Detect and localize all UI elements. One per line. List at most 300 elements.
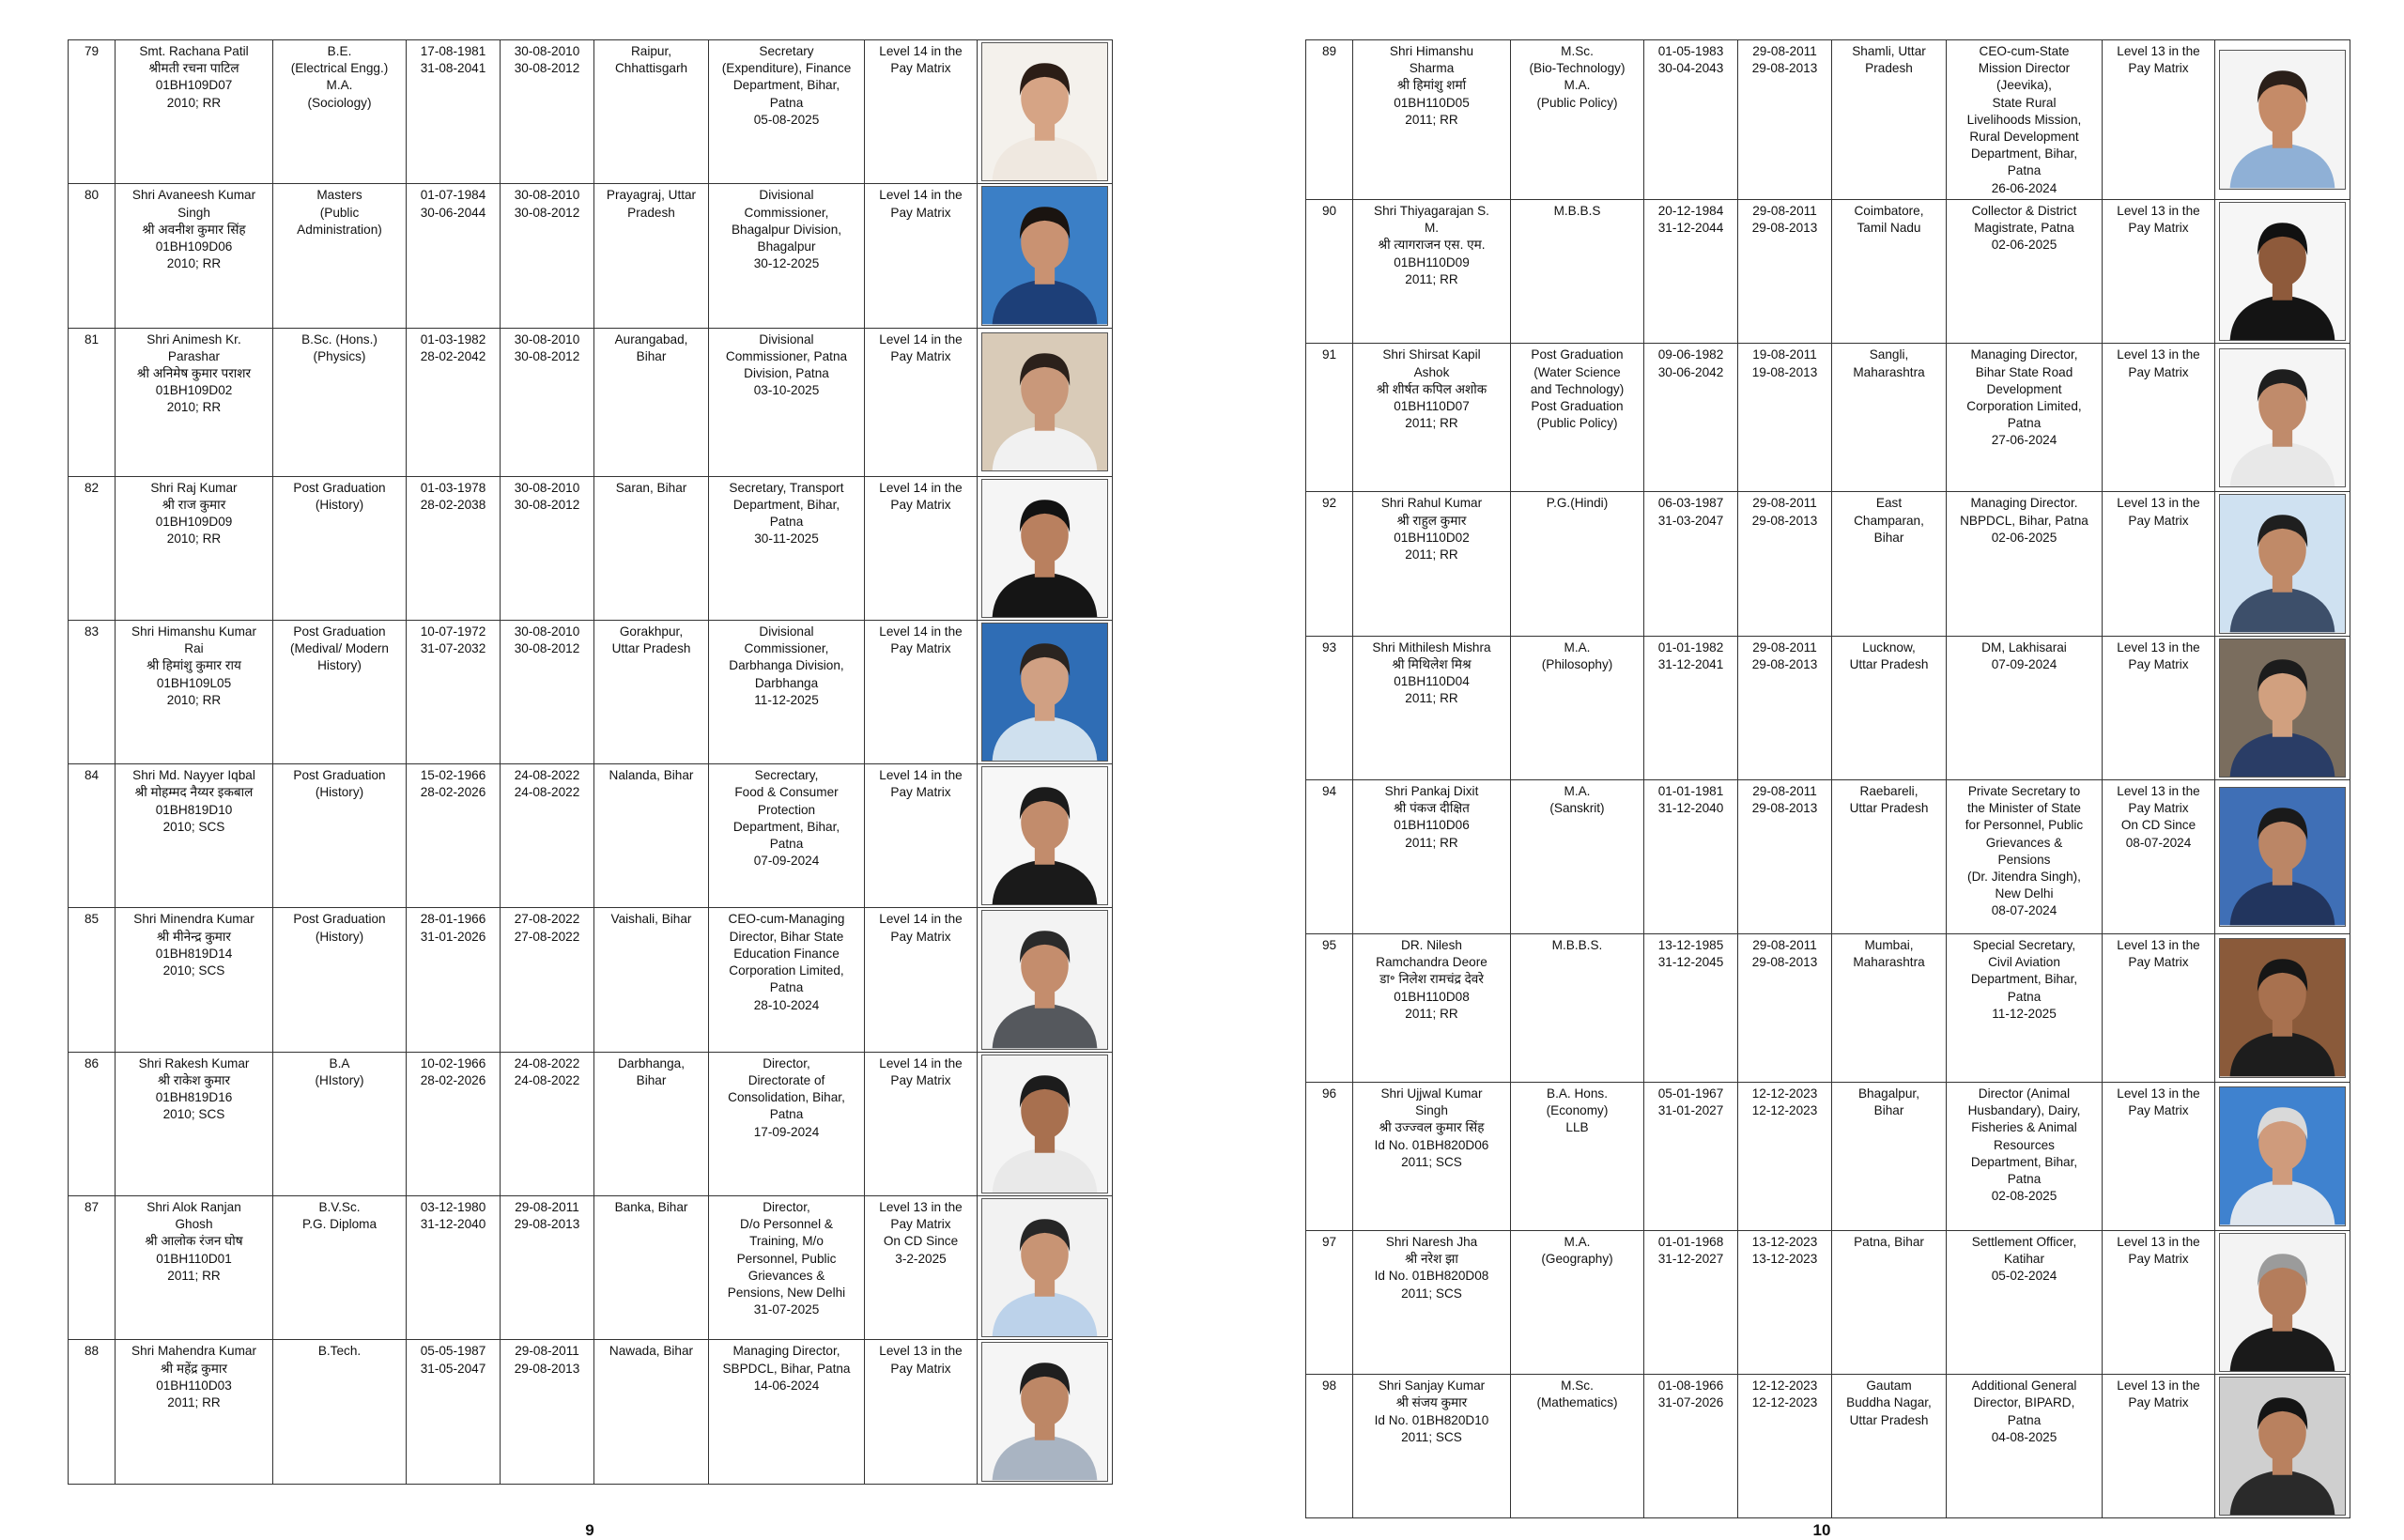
pay-level-line: 08-07-2024 xyxy=(2125,835,2192,850)
date-of-joining: 30-08-2010 xyxy=(514,624,580,639)
pay-level-line: Level 13 in the xyxy=(2117,347,2200,362)
serial-number: 84 xyxy=(84,768,100,783)
current-posting-line: Directorate of xyxy=(747,1072,825,1087)
dob-retirement-cell xyxy=(407,1340,501,1484)
current-posting-line: Secretary, Transport xyxy=(729,480,844,495)
serial-number-cell xyxy=(69,764,116,908)
officer-name-line: 01BH110D09 xyxy=(1394,254,1470,270)
pay-level-line: Pay Matrix xyxy=(2128,61,2189,76)
qualification-line: M.A. xyxy=(1564,1234,1591,1249)
officer-name-line: श्री संजय कुमार xyxy=(1395,1395,1468,1410)
current-posting-cell xyxy=(709,40,865,184)
officer-name-line: Shri Thiyagarajan S. xyxy=(1374,204,1489,218)
roster-body xyxy=(69,40,1113,1485)
officer-name-line: DR. Nilesh xyxy=(1401,937,1462,952)
officer-name-line: श्री आलोक रंजन घोष xyxy=(145,1234,243,1249)
date-of-retirement: 31-03-2047 xyxy=(1657,513,1724,528)
domicile-line: Bihar xyxy=(636,348,667,363)
officer-name-line: श्री मिथिलेश मिश्र xyxy=(1392,656,1472,671)
current-posting-line: Settlement Officer, xyxy=(1971,1234,2077,1249)
current-posting-line: Commissioner, xyxy=(744,205,829,220)
qualification-line: Administration) xyxy=(297,222,382,237)
officer-name-cell xyxy=(116,908,273,1052)
table-row xyxy=(69,476,1113,620)
date-of-joining: 29-08-2011 xyxy=(1752,937,1817,952)
serial-number-cell xyxy=(69,40,116,184)
photo-cell xyxy=(978,476,1113,620)
date-of-joining: 29-08-2011 xyxy=(1752,44,1817,58)
photo-cell xyxy=(978,40,1113,184)
dob-retirement-cell xyxy=(1644,1082,1738,1230)
current-posting-line: Director, xyxy=(763,1200,810,1215)
pay-level-line: Level 13 in the xyxy=(879,1344,963,1359)
current-posting-line: Director (Animal xyxy=(1978,1086,2071,1101)
officer-name-line: श्री उज्ज्वल कुमार सिंह xyxy=(1379,1120,1485,1135)
current-posting-line: 11-12-2025 xyxy=(754,692,819,707)
pay-level-cell xyxy=(865,476,978,620)
qualification-line: B.A. Hons. xyxy=(1547,1086,1608,1101)
officer-photo xyxy=(2219,348,2346,487)
photo-cell xyxy=(978,908,1113,1052)
officer-name-line: Shri Md. Nayyer Iqbal xyxy=(132,768,255,783)
domicile-line: Bihar xyxy=(636,1072,667,1087)
serial-number: 96 xyxy=(1321,1086,1337,1101)
officer-photo xyxy=(2219,787,2346,926)
qualification-line: M.A. xyxy=(326,78,353,93)
dob-retirement-cell xyxy=(1644,492,1738,636)
officer-name-cell xyxy=(1353,1230,1511,1374)
domicile-line: Gautam xyxy=(1866,1378,1912,1394)
dob-retirement-cell xyxy=(1644,1230,1738,1374)
serial-number: 89 xyxy=(1321,44,1337,58)
date-of-retirement: 31-07-2032 xyxy=(420,641,486,656)
date-of-retirement: 31-12-2040 xyxy=(420,1217,486,1232)
current-posting-line: Special Secretary, xyxy=(1972,937,2076,952)
domicile-line: Aurangabad, xyxy=(614,331,688,346)
date-of-joining: 29-08-2011 xyxy=(1752,783,1817,798)
service-dates-cell xyxy=(501,40,594,184)
pay-level-line: Pay Matrix xyxy=(890,1072,951,1087)
officer-name-line: Rai xyxy=(184,641,204,656)
current-posting-line: Rural Development xyxy=(1969,130,2079,145)
table-row xyxy=(69,1052,1113,1195)
dob-retirement-cell xyxy=(1644,933,1738,1082)
domicile-line: Sangli, xyxy=(1869,347,1909,362)
current-posting-cell xyxy=(709,620,865,763)
photo-cell xyxy=(2215,492,2350,636)
pay-level-cell xyxy=(2103,779,2215,933)
domicile-line: Raebareli, xyxy=(1859,783,1919,798)
officer-name-line: Shri Himanshu Kumar xyxy=(131,624,256,639)
serial-number: 86 xyxy=(84,1055,100,1070)
domicile-cell xyxy=(594,184,709,328)
table-row xyxy=(69,764,1113,908)
date-of-joining: 29-08-2011 xyxy=(515,1344,579,1359)
dob-retirement-cell xyxy=(407,764,501,908)
service-dates-cell xyxy=(1738,1230,1832,1374)
officer-photo xyxy=(2219,1377,2346,1516)
serial-number-cell xyxy=(69,328,116,476)
date-of-allocation: 30-08-2012 xyxy=(514,641,580,656)
officer-name-line: 2011; RR xyxy=(1405,691,1458,706)
pay-level-cell xyxy=(2103,1082,2215,1230)
photo-cell xyxy=(2215,344,2350,492)
domicile-cell xyxy=(1832,779,1947,933)
officer-name-line: श्री हिमांशु कुमार राय xyxy=(146,658,241,673)
dob-retirement-cell xyxy=(1644,1375,1738,1518)
officer-name-line: श्री राज कुमार xyxy=(162,497,226,512)
date-of-birth: 09-06-1982 xyxy=(1657,347,1724,362)
officer-name-cell xyxy=(1353,933,1511,1082)
current-posting-line: Commissioner, xyxy=(744,641,829,656)
serial-number: 82 xyxy=(84,480,100,495)
current-posting-line: Patna xyxy=(2007,163,2042,178)
current-posting-cell xyxy=(709,328,865,476)
date-of-joining: 24-08-2022 xyxy=(514,1055,580,1070)
domicile-line: Mumbai, xyxy=(1864,937,1914,952)
current-posting-line: Secrectary, xyxy=(754,768,819,783)
date-of-allocation: 29-08-2013 xyxy=(1751,61,1818,76)
qualification-line: B.V.Sc. xyxy=(318,1200,361,1215)
date-of-retirement: 28-02-2026 xyxy=(420,1072,486,1087)
qualification-cell xyxy=(1511,200,1644,344)
pay-level-line: Pay Matrix xyxy=(2128,656,2189,671)
domicile-line: Shamli, Uttar xyxy=(1852,44,1926,58)
current-posting-line: Resources xyxy=(1994,1137,2055,1152)
dob-retirement-cell xyxy=(1644,636,1738,779)
current-posting-line: Additional General xyxy=(1971,1378,2077,1394)
domicile-cell xyxy=(594,476,709,620)
pay-level-line: Pay Matrix xyxy=(2128,513,2189,528)
officer-name-line: श्री हिमांशु शर्मा xyxy=(1396,78,1467,93)
table-row xyxy=(1306,636,2350,779)
officer-name-line: 01BH819D16 xyxy=(155,1090,233,1105)
officer-name-line: Shri Rakesh Kumar xyxy=(138,1055,250,1070)
pay-level-line: Level 13 in the xyxy=(2117,44,2200,58)
current-posting-line: 30-12-2025 xyxy=(753,256,820,271)
date-of-birth: 15-02-1966 xyxy=(420,768,486,783)
serial-number-cell xyxy=(1306,933,1353,1082)
officer-name-cell xyxy=(1353,636,1511,779)
domicile-cell xyxy=(594,764,709,908)
domicile-cell xyxy=(1832,1375,1947,1518)
officer-photo xyxy=(981,1055,1108,1194)
date-of-joining: 12-12-2023 xyxy=(1751,1378,1818,1394)
serial-number: 92 xyxy=(1321,496,1337,511)
date-of-retirement: 31-12-2045 xyxy=(1657,955,1724,970)
officer-name-cell xyxy=(116,40,273,184)
officer-name-line: 01BH819D14 xyxy=(155,946,233,961)
officer-name-line: Shri Animesh Kr. xyxy=(146,331,241,346)
current-posting-line: Patna xyxy=(2007,1412,2042,1427)
serial-number-cell xyxy=(1306,1082,1353,1230)
current-posting-line: Education Finance xyxy=(733,946,840,961)
pay-level-line: Level 13 in the xyxy=(2117,1378,2200,1394)
officer-name-line: 2010; RR xyxy=(166,256,222,271)
current-posting-line: Livelihoods Mission, xyxy=(1966,112,2082,127)
current-posting-cell xyxy=(709,764,865,908)
current-posting-line: Department, Bihar, xyxy=(1970,972,2078,987)
serial-number-cell xyxy=(1306,1375,1353,1518)
date-of-joining: 29-08-2011 xyxy=(1752,204,1817,218)
current-posting-line: Divisional xyxy=(759,624,814,639)
current-posting-line: D/o Personnel & xyxy=(740,1217,833,1232)
serial-number: 90 xyxy=(1321,204,1337,218)
officer-photo xyxy=(2219,202,2346,341)
pay-level-line: Pay Matrix xyxy=(890,641,951,656)
domicile-cell xyxy=(594,1340,709,1484)
domicile-line: Chhattisgarh xyxy=(614,61,688,76)
current-posting-line: Department, Bihar, xyxy=(1970,1154,2078,1169)
serial-number-cell xyxy=(1306,40,1353,200)
officer-name-cell xyxy=(116,620,273,763)
domicile-cell xyxy=(1832,200,1947,344)
date-of-retirement: 31-01-2027 xyxy=(1657,1103,1724,1118)
dob-retirement-cell xyxy=(407,908,501,1052)
dob-retirement-cell xyxy=(407,620,501,763)
serial-number: 94 xyxy=(1321,783,1337,798)
current-posting-line: Divisional xyxy=(759,188,814,203)
officer-name-cell xyxy=(1353,1375,1511,1518)
officer-photo xyxy=(981,186,1108,325)
officer-name-line: 2011; SCS xyxy=(1401,1429,1462,1444)
current-posting-line: Corporation Limited, xyxy=(729,963,844,978)
officer-name-line: 2010; SCS xyxy=(162,963,225,978)
photo-cell xyxy=(978,1340,1113,1484)
date-of-birth: 28-01-1966 xyxy=(420,912,486,927)
qualification-line: (Water Science xyxy=(1533,364,1621,379)
serial-number: 85 xyxy=(84,912,100,927)
officer-name-cell xyxy=(116,764,273,908)
pay-level-line: Level 14 in the xyxy=(879,1055,963,1070)
officer-name-line: 2011; RR xyxy=(1405,271,1458,286)
officer-name-line: 01BH109D02 xyxy=(155,383,233,398)
date-of-joining: 27-08-2022 xyxy=(514,912,580,927)
pay-level-cell xyxy=(2103,1230,2215,1374)
domicile-cell xyxy=(594,40,709,184)
serial-number-cell xyxy=(1306,636,1353,779)
current-posting-line: Fisheries & Animal xyxy=(1971,1120,2077,1135)
pay-level-cell xyxy=(865,1052,978,1195)
qualification-cell xyxy=(273,908,407,1052)
domicile-line: Uttar Pradesh xyxy=(1849,656,1929,671)
current-posting-line: 31-07-2025 xyxy=(753,1302,820,1317)
qualification-cell xyxy=(273,476,407,620)
current-posting-line: Patna xyxy=(769,515,804,529)
pay-level-line: On CD Since xyxy=(883,1234,959,1249)
date-of-allocation: 30-08-2012 xyxy=(514,205,580,220)
officer-name-cell xyxy=(116,1340,273,1484)
table-row xyxy=(1306,200,2350,344)
date-of-birth: 01-01-1981 xyxy=(1657,783,1724,798)
officer-name-line: Shri Himanshu xyxy=(1389,44,1474,58)
officer-name-line: Singh xyxy=(177,205,210,220)
date-of-birth: 01-07-1984 xyxy=(420,188,486,203)
date-of-joining: 30-08-2010 xyxy=(514,331,580,346)
date-of-birth: 01-03-1982 xyxy=(420,331,486,346)
domicile-line: Bihar xyxy=(1873,1103,1904,1118)
current-posting-line: Managing Director, xyxy=(732,1344,840,1359)
officer-name-line: श्री त्यागराजन एस. एम. xyxy=(1378,238,1486,253)
qualification-line: Post Graduation xyxy=(1531,398,1624,413)
date-of-joining: 29-08-2011 xyxy=(1752,639,1817,654)
current-posting-line: Patna xyxy=(2007,1171,2042,1186)
officer-name-line: Shri Shirsat Kapil xyxy=(1382,347,1481,362)
date-of-retirement: 31-12-2044 xyxy=(1657,221,1724,236)
pay-level-cell xyxy=(2103,492,2215,636)
qualification-line: (Philosophy) xyxy=(1541,656,1613,671)
date-of-joining: 19-08-2011 xyxy=(1752,347,1817,362)
current-posting-cell xyxy=(709,184,865,328)
pay-level-cell xyxy=(2103,40,2215,200)
serial-number: 91 xyxy=(1321,347,1337,362)
current-posting-line: Darbhanga Division, xyxy=(729,658,844,673)
current-posting-line: CEO-cum-State xyxy=(1979,44,2070,58)
date-of-birth: 05-01-1967 xyxy=(1657,1086,1724,1101)
date-of-birth: 10-02-1966 xyxy=(420,1055,486,1070)
current-posting-cell xyxy=(1947,344,2103,492)
dob-retirement-cell xyxy=(1644,200,1738,344)
current-posting-line: 11-12-2025 xyxy=(1992,1006,2057,1021)
service-dates-cell xyxy=(501,1340,594,1484)
pay-level-cell xyxy=(2103,1375,2215,1518)
date-of-birth: 03-12-1980 xyxy=(420,1200,486,1215)
date-of-retirement: 30-06-2042 xyxy=(1657,364,1724,379)
serial-number: 79 xyxy=(84,44,100,58)
qualification-cell xyxy=(1511,1082,1644,1230)
pay-level-line: Level 14 in the xyxy=(879,912,963,927)
officer-name-line: 2011; SCS xyxy=(1401,1286,1462,1301)
officer-name-line: 01BH109L05 xyxy=(156,675,232,690)
date-of-allocation: 29-08-2013 xyxy=(514,1361,580,1376)
officer-photo xyxy=(2219,639,2346,778)
officer-name-cell xyxy=(116,476,273,620)
date-of-allocation: 30-08-2012 xyxy=(514,497,580,512)
date-of-joining: 29-08-2011 xyxy=(1752,496,1817,511)
table-row xyxy=(69,1340,1113,1484)
current-posting-line: (Dr. Jitendra Singh), xyxy=(1967,869,2081,884)
officer-name-line: 2011; RR xyxy=(167,1394,221,1409)
current-posting-line: 02-08-2025 xyxy=(1991,1189,2057,1204)
current-posting-line: Development xyxy=(1986,381,2062,396)
current-posting-line: (Expenditure), Finance xyxy=(721,61,852,76)
domicile-line: Uttar Pradesh xyxy=(611,641,691,656)
current-posting-cell xyxy=(1947,1375,2103,1518)
current-posting-line: Husbandary), Dairy, xyxy=(1967,1103,2081,1118)
officer-name-line: 01BH109D06 xyxy=(155,239,233,254)
pay-level-cell xyxy=(865,40,978,184)
officer-name-line: 2010; SCS xyxy=(162,819,225,834)
pay-level-line: Pay Matrix xyxy=(890,348,951,363)
officer-photo xyxy=(2219,938,2346,1077)
current-posting-line: Department, Bihar, xyxy=(732,819,840,834)
qualification-cell xyxy=(273,1052,407,1195)
pay-level-line: Pay Matrix xyxy=(2128,1252,2189,1267)
officer-name-line: श्री अवनीश कुमार सिंह xyxy=(142,222,246,237)
officer-name-line: 2011; RR xyxy=(1405,547,1458,562)
table-row xyxy=(69,184,1113,328)
officer-name-line: 01BH110D02 xyxy=(1394,530,1470,545)
current-posting-line: 30-11-2025 xyxy=(754,531,819,547)
qualification-cell xyxy=(1511,933,1644,1082)
officer-name-line: श्री अनिमेष कुमार पराशर xyxy=(136,366,252,380)
current-posting-line: Department, Bihar, xyxy=(732,78,840,93)
domicile-line: Uttar Pradesh xyxy=(1849,1412,1929,1427)
serial-number: 81 xyxy=(84,331,100,346)
officer-name-line: श्री राहुल कुमार xyxy=(1396,513,1467,528)
date-of-joining: 13-12-2023 xyxy=(1751,1234,1818,1249)
current-posting-cell xyxy=(1947,1230,2103,1374)
date-of-retirement: 31-07-2026 xyxy=(1657,1395,1724,1410)
pay-level-cell xyxy=(865,764,978,908)
current-posting-cell xyxy=(709,1196,865,1340)
serial-number-cell xyxy=(69,476,116,620)
pay-level-line: Level 13 in the xyxy=(2117,783,2200,798)
date-of-joining: 24-08-2022 xyxy=(514,768,580,783)
current-posting-line: Patna xyxy=(769,95,804,110)
officer-name-line: Shri Pankaj Dixit xyxy=(1384,783,1479,798)
serial-number-cell xyxy=(69,1340,116,1484)
pay-level-line: Pay Matrix xyxy=(2128,1395,2189,1410)
officer-photo xyxy=(981,1198,1108,1337)
current-posting-line: 02-06-2025 xyxy=(1991,530,2057,545)
photo-cell xyxy=(2215,636,2350,779)
service-dates-cell xyxy=(501,476,594,620)
officer-name-line: Id No. 01BH820D08 xyxy=(1374,1269,1489,1284)
domicile-cell xyxy=(594,1196,709,1340)
current-posting-cell xyxy=(1947,933,2103,1082)
serial-number: 87 xyxy=(84,1200,100,1215)
current-posting-line: Divisional xyxy=(759,331,814,346)
pay-level-line: Pay Matrix xyxy=(890,1217,951,1232)
pay-level-line: Pay Matrix xyxy=(890,205,951,220)
date-of-birth: 17-08-1981 xyxy=(420,44,486,58)
officer-name-line: Ashok xyxy=(1413,364,1450,379)
current-posting-line: (Jeevika), xyxy=(1996,78,2052,93)
domicile-line: Pradesh xyxy=(627,205,675,220)
current-posting-line: Collector & District xyxy=(1971,204,2077,218)
officer-name-line: 01BH110D08 xyxy=(1394,989,1470,1004)
domicile-cell xyxy=(1832,636,1947,779)
current-posting-line: Managing Director, xyxy=(1970,347,2078,362)
current-posting-line: Bihar State Road xyxy=(1975,364,2073,379)
officer-name-line: Shri Raj Kumar xyxy=(150,480,238,495)
qualification-line: (Economy) xyxy=(1546,1103,1609,1118)
table-row xyxy=(69,328,1113,476)
domicile-line: Nalanda, Bihar xyxy=(609,768,694,783)
officer-name-line: 2010; RR xyxy=(166,95,222,110)
officer-name-line: श्री शीर्षत कपिल अशोक xyxy=(1376,381,1487,396)
officer-name-line: Shri Avaneesh Kumar xyxy=(131,188,256,203)
domicile-line: Coimbatore, xyxy=(1854,204,1924,218)
current-posting-line: Director, Bihar State xyxy=(729,929,844,944)
domicile-line: Tamil Nadu xyxy=(1857,221,1921,236)
current-posting-line: Corporation Limited, xyxy=(1966,398,2082,413)
date-of-allocation: 30-08-2012 xyxy=(514,348,580,363)
date-of-allocation: 27-08-2022 xyxy=(514,929,580,944)
current-posting-line: Pensions, New Delhi xyxy=(727,1286,846,1301)
pay-level-cell xyxy=(2103,933,2215,1082)
current-posting-line: Darbhanga xyxy=(754,675,819,690)
current-posting-line: 07-09-2024 xyxy=(1991,656,2057,671)
photo-cell xyxy=(978,328,1113,476)
qualification-line: M.A. xyxy=(1564,78,1591,93)
officer-name-line: श्रीमती रचना पाटिल xyxy=(148,61,239,76)
pay-level-line: Level 13 in the xyxy=(2117,937,2200,952)
date-of-birth: 13-12-1985 xyxy=(1657,937,1724,952)
officer-name-line: 2011; SCS xyxy=(1401,1154,1462,1169)
officer-name-line: 2010; RR xyxy=(166,400,222,415)
